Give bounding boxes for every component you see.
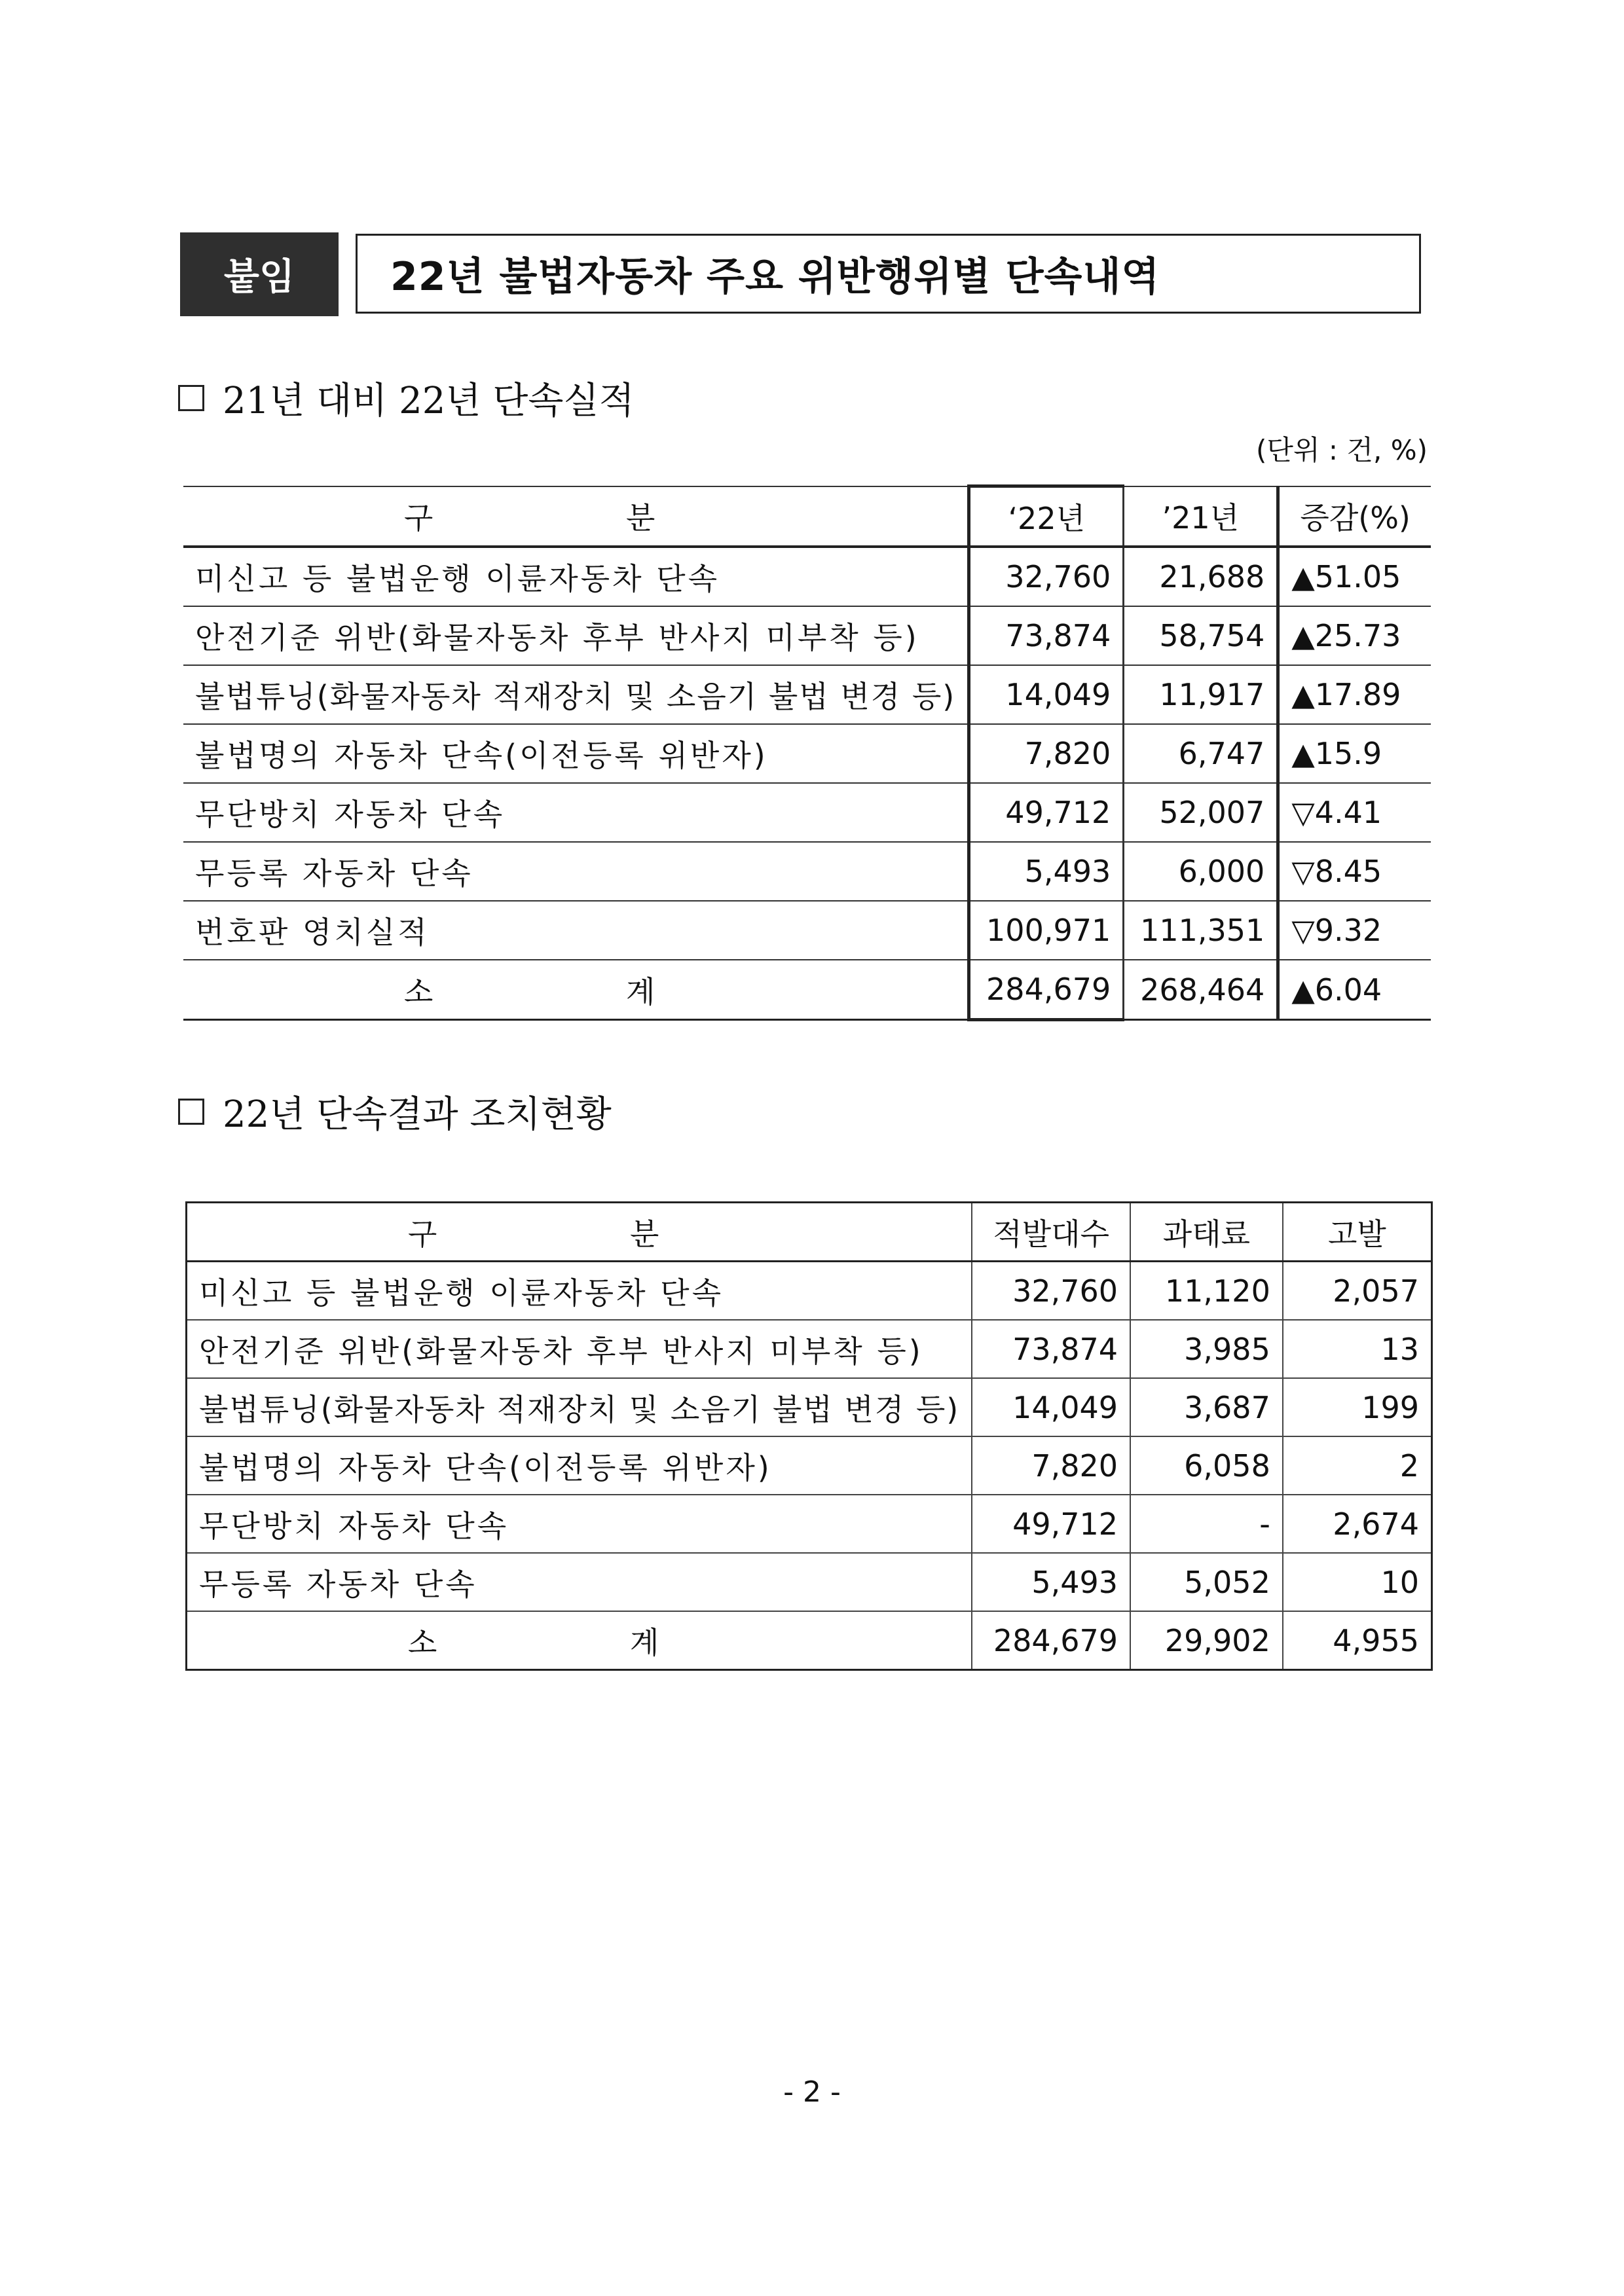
value-2021: 111,351 — [1124, 901, 1278, 960]
col-header-2022: ‘22년 — [969, 486, 1124, 547]
value-detected: 32,760 — [972, 1262, 1130, 1321]
row-label: 번호판 영치실적 — [183, 901, 969, 960]
section2-heading — [178, 1085, 612, 1138]
table-row — [183, 724, 1431, 783]
total-fine: 29,902 — [1130, 1611, 1283, 1670]
col-header-fine: 과태료 — [1130, 1203, 1283, 1262]
table-header-row — [183, 486, 1431, 547]
checkbox-icon — [178, 1099, 204, 1125]
value-charge: 2,674 — [1283, 1495, 1432, 1553]
table-row — [187, 1378, 1432, 1436]
col-header-charge: 고발 — [1283, 1203, 1432, 1262]
unit-label: (단위 : 건, %) — [1256, 434, 1428, 466]
total-label: 소 계 — [187, 1611, 972, 1670]
total-2021: 268,464 — [1124, 960, 1278, 1020]
value-change: ▲15.9 — [1278, 724, 1431, 783]
attachment-badge: 붙임 — [180, 232, 339, 316]
row-label: 무등록 자동차 단속 — [183, 842, 969, 901]
value-2021: 21,688 — [1124, 547, 1278, 606]
value-change: ▽4.41 — [1278, 783, 1431, 842]
document-title: 22년 불법자동차 주요 위반행위별 단속내역 — [356, 234, 1421, 314]
row-label: 안전기준 위반(화물자동차 후부 반사지 미부착 등) — [183, 606, 969, 665]
value-fine: 3,985 — [1130, 1320, 1283, 1378]
total-detected: 284,679 — [972, 1611, 1130, 1670]
value-detected: 49,712 — [972, 1495, 1130, 1553]
table-header-row — [187, 1203, 1432, 1262]
value-2022: 7,820 — [969, 724, 1124, 783]
value-charge: 2 — [1283, 1436, 1432, 1495]
page-number: - 2 - — [783, 2075, 841, 2109]
row-label: 무등록 자동차 단속 — [187, 1553, 972, 1611]
row-label: 미신고 등 불법운행 이륜자동차 단속 — [183, 547, 969, 606]
document-header — [180, 232, 1421, 316]
table-row — [183, 842, 1431, 901]
col-header-2021: ’21년 — [1124, 486, 1278, 547]
table-row — [183, 901, 1431, 960]
total-charge: 4,955 — [1283, 1611, 1432, 1670]
table-row — [187, 1262, 1432, 1321]
value-fine: 5,052 — [1130, 1553, 1283, 1611]
col-header-detected: 적발대수 — [972, 1203, 1130, 1262]
row-label: 불법튜닝(화물자동차 적재장치 및 소음기 불법 변경 등) — [183, 665, 969, 724]
value-charge: 2,057 — [1283, 1262, 1432, 1321]
value-detected: 14,049 — [972, 1378, 1130, 1436]
enforcement-comparison-table — [183, 484, 1431, 1021]
value-detected: 5,493 — [972, 1553, 1130, 1611]
table-row — [187, 1320, 1432, 1378]
row-label: 불법명의 자동차 단속(이전등록 위반자) — [183, 724, 969, 783]
value-2021: 58,754 — [1124, 606, 1278, 665]
value-charge: 13 — [1283, 1320, 1432, 1378]
value-2022: 49,712 — [969, 783, 1124, 842]
col-header-change: 증감(%) — [1278, 486, 1431, 547]
value-change: ▲25.73 — [1278, 606, 1431, 665]
enforcement-action-table — [185, 1201, 1433, 1671]
section2-title: 22년 단속결과 조치현황 — [223, 1093, 612, 1136]
value-charge: 199 — [1283, 1378, 1432, 1436]
table-row — [187, 1553, 1432, 1611]
value-fine: - — [1130, 1495, 1283, 1553]
total-label: 소 계 — [183, 960, 969, 1020]
row-label: 무단방치 자동차 단속 — [187, 1495, 972, 1553]
value-2021: 11,917 — [1124, 665, 1278, 724]
table-row — [183, 606, 1431, 665]
value-2021: 52,007 — [1124, 783, 1278, 842]
section1-title: 21년 대비 22년 단속실적 — [223, 380, 635, 422]
value-fine: 11,120 — [1130, 1262, 1283, 1321]
value-fine: 6,058 — [1130, 1436, 1283, 1495]
col-header-category: 구 분 — [183, 486, 969, 547]
row-label: 무단방치 자동차 단속 — [183, 783, 969, 842]
table-row — [183, 547, 1431, 606]
value-2022: 14,049 — [969, 665, 1124, 724]
table-row — [187, 1436, 1432, 1495]
value-detected: 73,874 — [972, 1320, 1130, 1378]
value-2021: 6,000 — [1124, 842, 1278, 901]
value-2022: 5,493 — [969, 842, 1124, 901]
row-label: 불법튜닝(화물자동차 적재장치 및 소음기 불법 변경 등) — [187, 1378, 972, 1436]
value-change: ▽8.45 — [1278, 842, 1431, 901]
table-row — [187, 1495, 1432, 1553]
value-change: ▲51.05 — [1278, 547, 1431, 606]
row-label: 불법명의 자동차 단속(이전등록 위반자) — [187, 1436, 972, 1495]
total-change: ▲6.04 — [1278, 960, 1431, 1020]
row-label: 미신고 등 불법운행 이륜자동차 단속 — [187, 1262, 972, 1321]
table-total-row — [187, 1611, 1432, 1670]
value-charge: 10 — [1283, 1553, 1432, 1611]
total-2022: 284,679 — [969, 960, 1124, 1020]
value-detected: 7,820 — [972, 1436, 1130, 1495]
table-total-row — [183, 960, 1431, 1020]
col-header-category: 구 분 — [187, 1203, 972, 1262]
value-2022: 100,971 — [969, 901, 1124, 960]
value-2022: 32,760 — [969, 547, 1124, 606]
checkbox-icon — [178, 385, 204, 411]
value-change: ▽9.32 — [1278, 901, 1431, 960]
section1-heading — [178, 372, 635, 424]
row-label: 안전기준 위반(화물자동차 후부 반사지 미부착 등) — [187, 1320, 972, 1378]
value-2022: 73,874 — [969, 606, 1124, 665]
table-row — [183, 783, 1431, 842]
table-row — [183, 665, 1431, 724]
value-change: ▲17.89 — [1278, 665, 1431, 724]
value-fine: 3,687 — [1130, 1378, 1283, 1436]
value-2021: 6,747 — [1124, 724, 1278, 783]
